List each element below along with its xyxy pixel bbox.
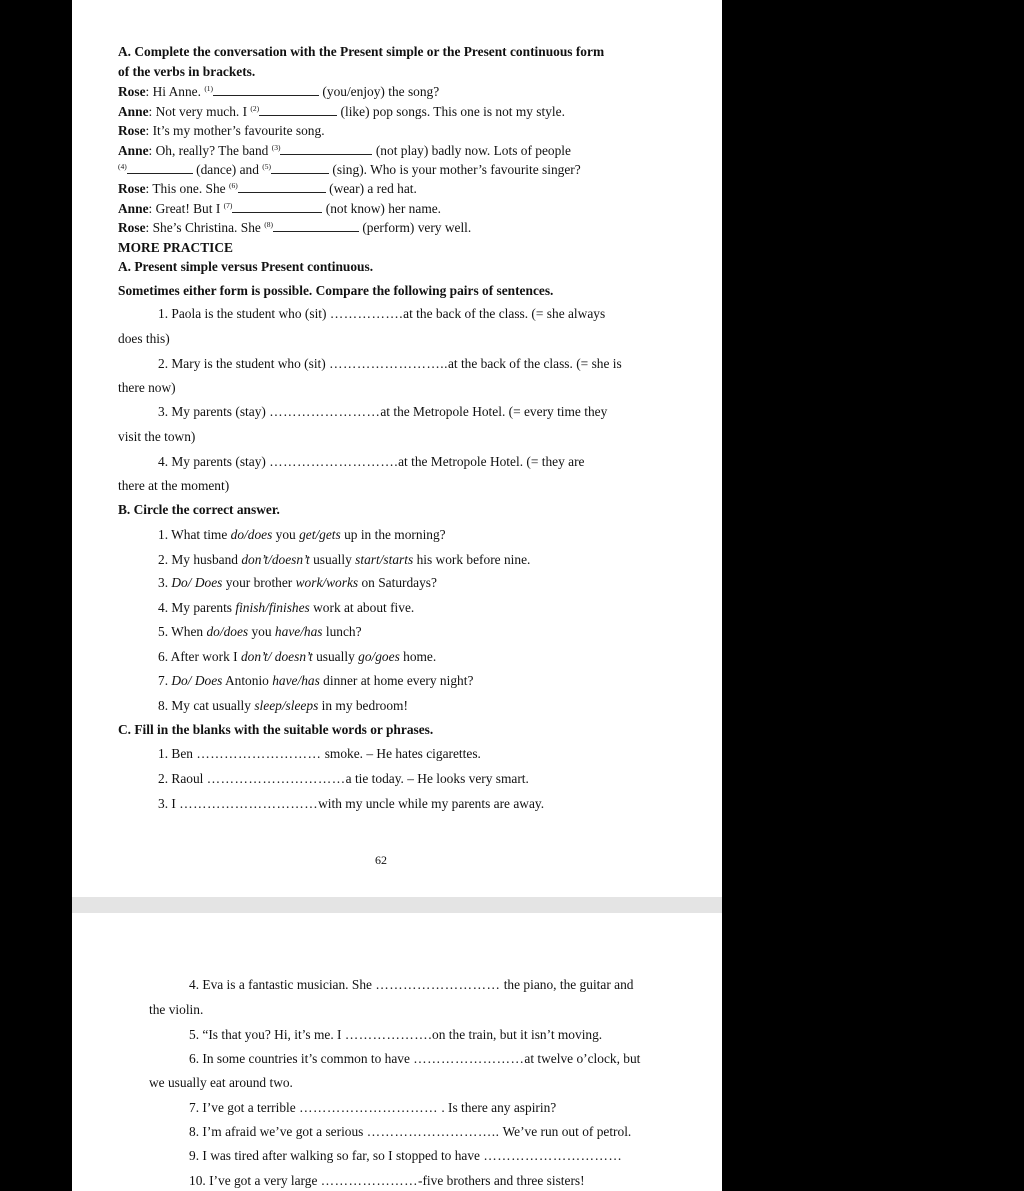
fill-item-7: 7. I’ve got a terrible ………………………… . Is there any aspirin? <box>189 1100 557 1115</box>
section-a-heading: A. Complete the conversation with the Present simple or the Present continuous form <box>118 44 605 59</box>
practice-item-1-cont: does this) <box>118 331 170 346</box>
more-practice-heading: MORE PRACTICE <box>118 240 233 255</box>
conversation-line-3: Rose: It’s my mother’s favourite song. <box>118 123 325 138</box>
practice-item-2-cont: there now) <box>118 380 176 395</box>
circle-item-1: 1. What time do/does you get/gets up in the morning? <box>158 527 446 542</box>
fill-item-2: 2. Raoul …………………………a tie today. – He looks very smart. <box>158 771 529 786</box>
circle-item-6: 6. After work I don’t/ doesn’t usually go/goes home. <box>158 649 437 664</box>
section-a-heading-cont: of the verbs in brackets. <box>118 64 256 79</box>
practice-item-2: 2. Mary is the student who (sit) ……………………..at the back of the class. (= she is <box>158 356 622 371</box>
page-number: 62 <box>375 853 387 867</box>
fill-item-4: 4. Eva is a fantastic musician. She ……………………… the piano, the guitar and <box>189 977 634 992</box>
circle-item-5: 5. When do/does you have/has lunch? <box>158 624 362 639</box>
practice-item-3: 3. My parents (stay) ……………………at the Metropole Hotel. (= every time they <box>158 404 608 419</box>
circle-item-3: 3. Do/ Does your brother work/works on Saturdays? <box>158 575 437 590</box>
practice-a-heading: A. Present simple versus Present continuous. <box>118 259 374 274</box>
conversation-line-6: Rose: This one. She $^{(6)}$ (wear) a red hat. <box>118 181 417 196</box>
fill-item-8: 8. I’m afraid we’ve got a serious ……………………….. We’ve run out of petrol. <box>189 1124 632 1139</box>
conversation-line-2: Anne: Not very much. I $^{(2)}$ (like) pop songs. This one is not my style. <box>118 104 565 119</box>
practice-item-4-cont: there at the moment) <box>118 478 230 493</box>
practice-item-1: 1. Paola is the student who (sit) …………….at the back of the class. (= she always <box>158 306 606 321</box>
section-b-heading: B. Circle the correct answer. <box>118 502 280 517</box>
fill-item-5: 5. “Is that you? Hi, it’s me. I ……………….on the train, but it isn’t moving. <box>189 1027 603 1042</box>
conversation-line-8: Rose: She’s Christina. She $^{(8)}$ (perform) very well. <box>118 220 472 235</box>
conversation-line-5: $^{(4)}$ (dance) and $^{(5)}$ (sing). Who is your mother’s favourite singer? <box>118 162 581 177</box>
fill-item-1: 1. Ben ……………………… smoke. – He hates cigarettes. <box>158 746 481 761</box>
practice-item-3-cont: visit the town) <box>118 429 196 444</box>
conversation-line-7: Anne: Great! But I $^{(7)}$ (not know) her name. <box>118 201 442 216</box>
circle-item-7: 7. Do/ Does Antonio have/has dinner at home every night? <box>158 673 474 688</box>
practice-item-4: 4. My parents (stay) ……………………….at the Metropole Hotel. (= they are <box>158 454 585 469</box>
section-c-heading: C. Fill in the blanks with the suitable words or phrases. <box>118 722 434 737</box>
practice-a-subheading: Sometimes either form is possible. Compare the following pairs of sentences. <box>118 283 554 298</box>
fill-item-6-cont: we usually eat around two. <box>149 1075 293 1090</box>
fill-item-6: 6. In some countries it’s common to have ……………………at twelve o’clock, but <box>189 1051 641 1066</box>
conversation-line-1: Rose: Hi Anne. $^{(1)}$ (you/enjoy) the song? <box>118 84 440 99</box>
circle-item-8: 8. My cat usually sleep/sleeps in my bedroom! <box>158 698 408 713</box>
worksheet-page-2 <box>72 913 722 1191</box>
fill-item-10: 10. I’ve got a very large …………………-five brothers and three sisters! <box>189 1173 585 1188</box>
conversation-line-4: Anne: Oh, really? The band $^{(3)}$ (not play) badly now. Lots of people <box>118 143 571 158</box>
fill-item-3: 3. I …………………………with my uncle while my parents are away. <box>158 796 545 811</box>
worksheet-page-1 <box>72 0 722 897</box>
fill-item-4-cont: the violin. <box>149 1002 204 1017</box>
page-gap <box>72 897 722 913</box>
fill-item-9: 9. I was tired after walking so far, so I stopped to have ………………………… <box>189 1148 623 1163</box>
circle-item-2: 2. My husband don’t/doesn’t usually start/starts his work before nine. <box>158 552 531 567</box>
circle-item-4: 4. My parents finish/finishes work at about five. <box>158 600 415 615</box>
